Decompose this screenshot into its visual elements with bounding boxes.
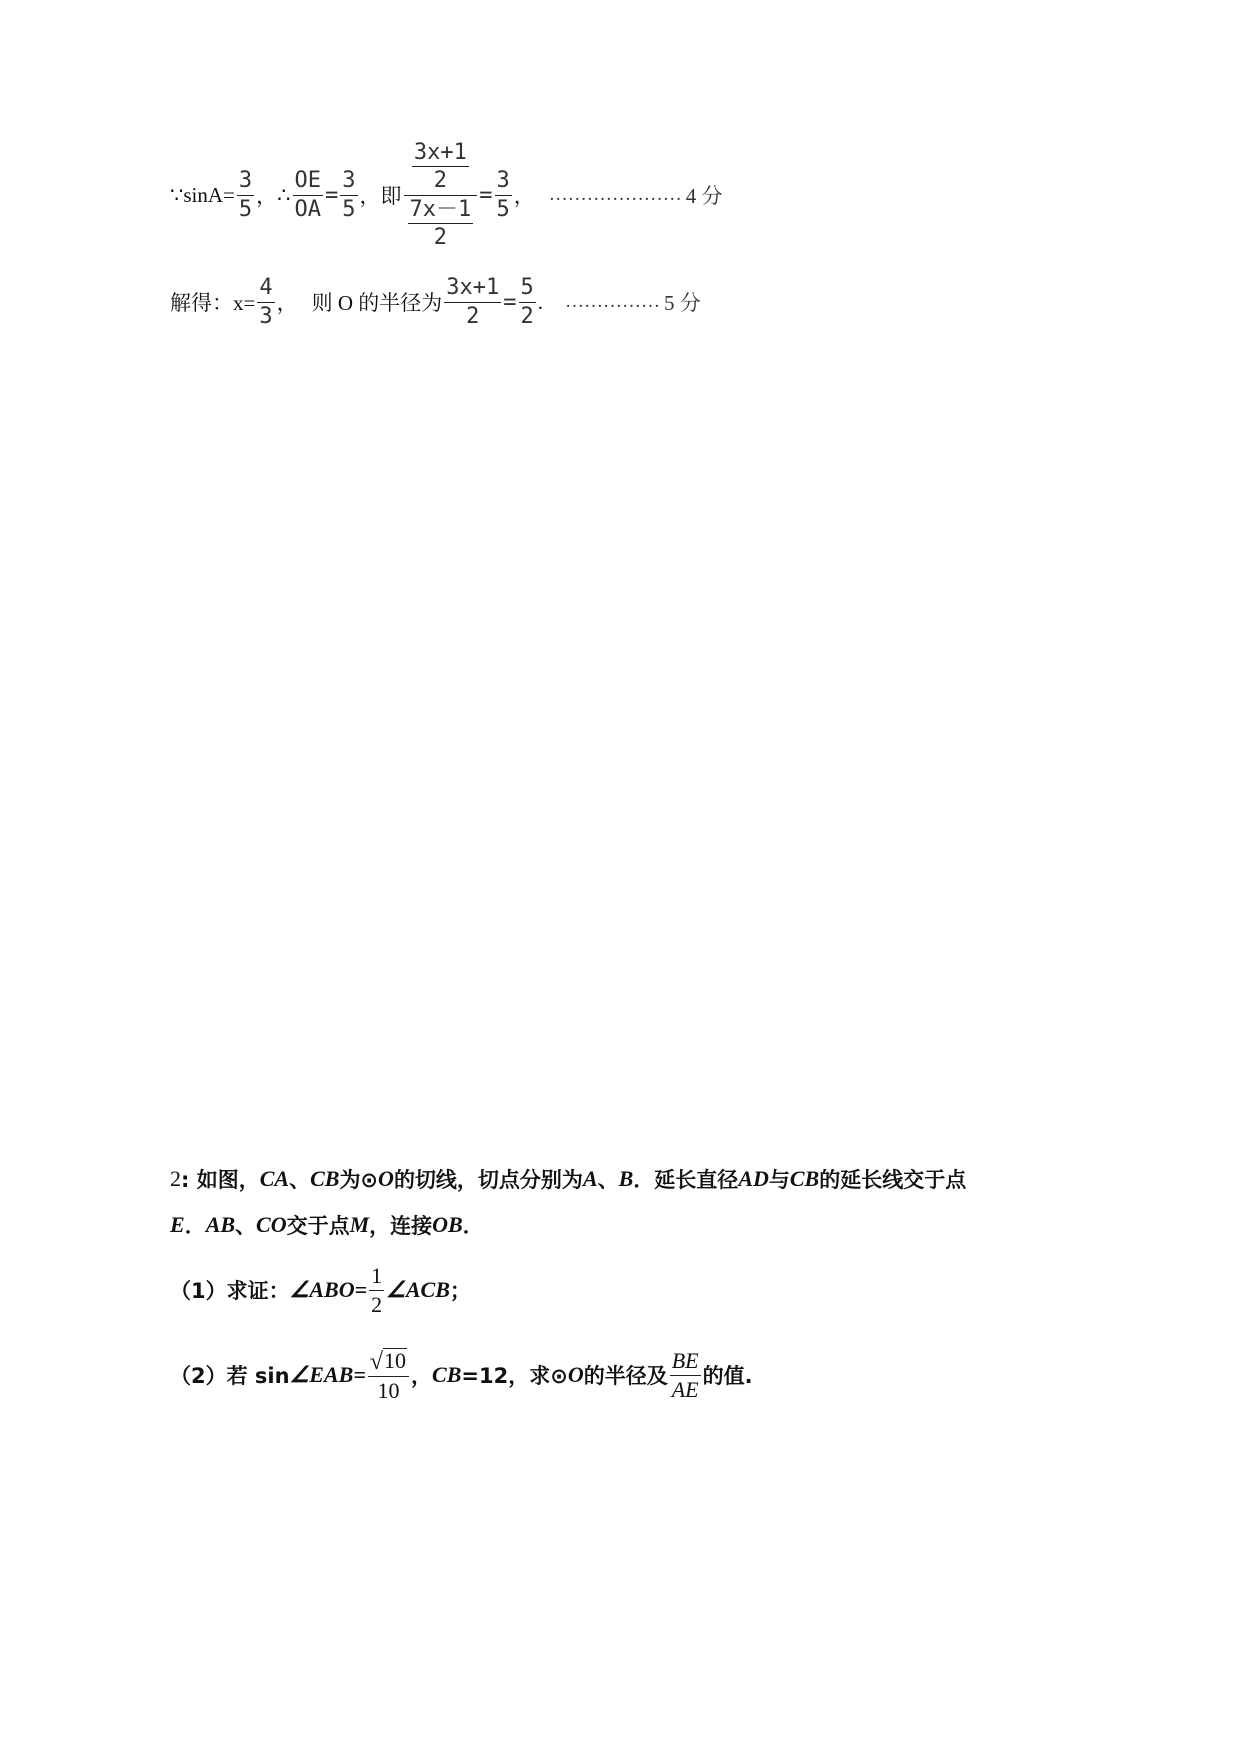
radius-text: 则 O 的半径为 <box>311 291 443 315</box>
fraction-3-5-c: $\frac{3}{5}$ <box>496 168 510 222</box>
leader-dots: …………… <box>565 291 660 312</box>
solve-lead: 解得：x= <box>170 291 256 315</box>
problem-line-1: 2 : 如图， CA 、 CB 为⊙ O 的切线，切点分别为 A 、 B ．延长直径 AD 与 CB 的延长线交于点 <box>170 1166 967 1192</box>
compound-denominator: $\frac{7x-1}{2}$ <box>409 196 472 250</box>
part-2: （2）若 sin ∠EAB= √ 10 10 ， CB =12，求⊙ O 的半径及 $\frac{BE}{AE}$ 的值. <box>170 1348 753 1403</box>
fraction-4-3: $\frac{4}{3}$ <box>259 275 273 329</box>
therefore-symbol: ∴ <box>277 182 291 207</box>
compound-fraction <box>404 141 478 248</box>
fraction-half: $\frac{1}{2}$ <box>371 1263 383 1317</box>
fraction-radius: $\frac{3x+1}{2}$ <box>446 275 500 329</box>
leader-dots: ………………… <box>548 184 682 205</box>
fraction-oe-oa: $\frac{OE}{OA}$ <box>294 168 322 222</box>
fraction-be-ae: $\frac{BE}{AE}$ <box>671 1348 699 1402</box>
ji-word: 即 <box>380 184 402 208</box>
score-label: 5 分 <box>664 291 701 315</box>
because-sin-a: ∵sinA= <box>170 182 235 207</box>
problem-number: 2 <box>170 1166 181 1191</box>
solution-line-1: ∵sinA= $\frac{3}{5}$ ， ∴ $\frac{OE}{OA}$ = $\frac{3}{5}$ ， 即 $\frac{\frac{3x+1}{2}}{\frac{7x-1}{2}}$ = $\frac{3}{5}$ ， ………………… 4 分 <box>170 140 723 250</box>
compound-numerator: $\frac{3x+1}{2}$ <box>413 140 467 194</box>
fraction-3-5-b: $\frac{3}{5}$ <box>342 168 356 222</box>
part-1: （1）求证： ∠ABO= $\frac{1}{2}$ ∠ACB ； <box>170 1263 471 1317</box>
score-label: 4 分 <box>685 184 723 208</box>
part-2-label: （2）若 sin <box>170 1364 290 1388</box>
solution-line-2: 解得：x= $\frac{4}{3}$ ， 则 O 的半径为 $\frac{3x+1}{2}$ = $\frac{5}{2}$ . …………… 5 分 <box>170 275 701 329</box>
fraction-3-5: $\frac{3}{5}$ <box>238 168 253 222</box>
problem-line-2: E ． AB 、 CO 交于点 M ，连接 OB ． <box>170 1212 484 1238</box>
fraction-sqrt10-10: √ 10 10 <box>368 1348 409 1401</box>
part-1-label: （1）求证： <box>170 1279 290 1303</box>
fraction-5-2: $\frac{5}{2}$ <box>520 275 534 329</box>
sqrt-expression: √ 10 <box>369 1348 407 1375</box>
